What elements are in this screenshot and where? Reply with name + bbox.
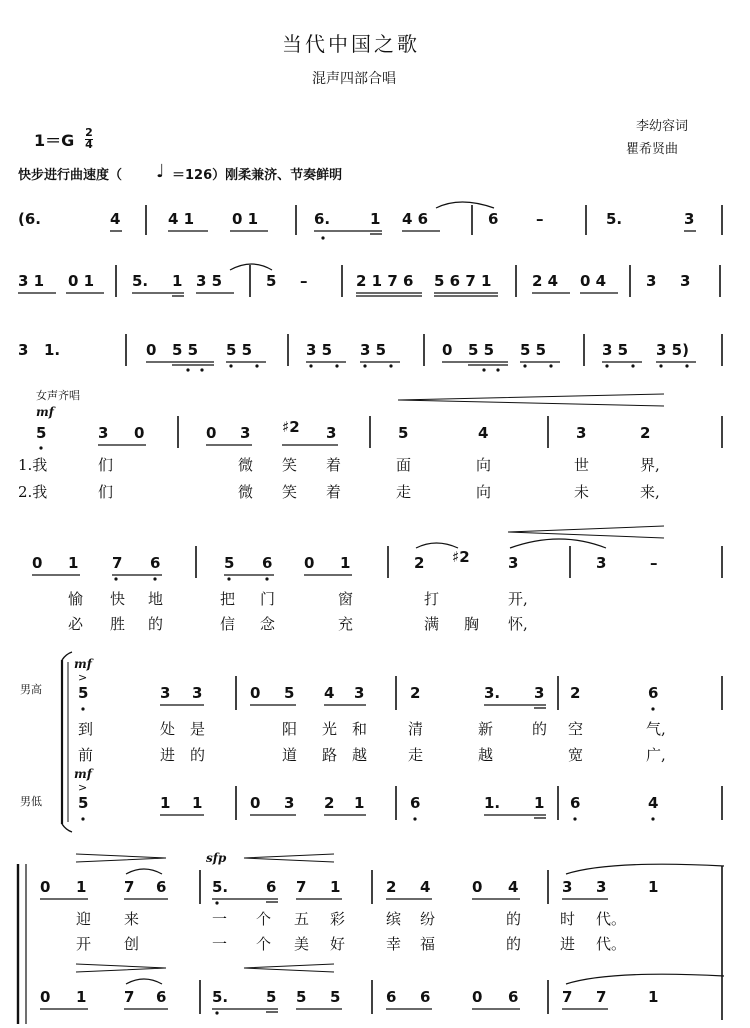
note: 5 [36, 424, 47, 442]
lyric: 的 [506, 910, 522, 928]
note: 6 [266, 878, 277, 896]
lyric: 愉 [68, 590, 84, 608]
note: 0 1 [232, 210, 259, 228]
note: 2 1 7 6 [356, 272, 414, 290]
lyric: 纷 [420, 910, 436, 928]
lyric: 创 [124, 935, 140, 953]
note: 5 [330, 988, 341, 1006]
lyric: 进 [560, 935, 576, 953]
note: 6. [314, 210, 331, 228]
note: 5 [296, 988, 307, 1006]
lyric: 和 [352, 720, 368, 738]
time-signature-top: 2 [85, 126, 93, 139]
dynamic-mf-bass: mf [74, 767, 92, 781]
composer-credit: 瞿希贤曲 [626, 142, 679, 157]
lyric: 道 [282, 746, 298, 764]
lyric: 胜 [110, 615, 126, 633]
note: 5 [78, 794, 89, 812]
note: 1 [160, 794, 171, 812]
lyric: 宽 [568, 746, 584, 764]
note: 1 [370, 210, 381, 228]
lyric: 笑 [282, 456, 298, 474]
note: 5 [224, 554, 235, 572]
note: 6 [386, 988, 397, 1006]
lyric: 到 [78, 720, 94, 738]
lyric: 1.我 [18, 456, 48, 474]
lyric: 代。 [596, 910, 627, 928]
note: 6 [508, 988, 519, 1006]
brackets [18, 652, 72, 1024]
song-subtitle: 混声四部合唱 [312, 71, 396, 87]
lyric: 窗 [338, 590, 354, 608]
lyric: 彩 [330, 910, 346, 928]
note: 2 [570, 684, 581, 702]
lyric: 一 [212, 910, 228, 928]
note: 0 [472, 878, 483, 896]
lyric: 的 [506, 935, 522, 953]
key-signature: 1＝G [34, 131, 75, 150]
lyric: 光 [322, 720, 338, 738]
dynamic-sfp: sfp [206, 851, 227, 865]
octave-dots [39, 236, 691, 1014]
dynamic-mf: mf [36, 405, 54, 419]
tempo-marking: ＝126）刚柔兼济、节奏鲜明 [172, 168, 343, 183]
lyric: 快 [110, 590, 126, 608]
note: 3 [680, 272, 691, 290]
lyric: 向 [476, 456, 492, 474]
note: 3 [576, 424, 587, 442]
note: 5 [78, 684, 89, 702]
lyric: 把 [220, 590, 236, 608]
note: 7 [124, 878, 135, 896]
note: 0 [472, 988, 483, 1006]
note: 3 [596, 554, 607, 572]
lyric: 处 [160, 720, 176, 738]
note: 4 [420, 878, 431, 896]
note: 5 [284, 684, 295, 702]
note: 1. [44, 341, 61, 359]
note: 0 [146, 341, 157, 359]
note: 0 [40, 878, 51, 896]
lyric: 着 [326, 483, 342, 501]
lyric: 开, [508, 590, 528, 608]
note: 5. [132, 272, 149, 290]
lyric: 阳 [282, 720, 298, 738]
lyric: 微 [238, 456, 254, 474]
tempo-prefix: 快步进行曲速度（ [18, 168, 123, 183]
lyric: 门 [260, 590, 276, 608]
note: 0 1 [68, 272, 95, 290]
note: 2 4 [532, 272, 559, 290]
note: 4 [508, 878, 519, 896]
note: 5. [212, 988, 229, 1006]
note: 3 [160, 684, 171, 702]
lyric: 走 [408, 746, 424, 764]
lyric: 微 [238, 483, 254, 501]
note: 7 [296, 878, 307, 896]
note: 1 [648, 878, 659, 896]
note: ♯2 [282, 418, 300, 436]
note: 3 [596, 878, 607, 896]
note: – [536, 210, 544, 228]
note: 1 [76, 878, 87, 896]
note: 0 4 [580, 272, 607, 290]
lyric: 好 [330, 935, 346, 953]
note: 2 [386, 878, 397, 896]
note: 3 5 [602, 341, 629, 359]
lyric: 时 [560, 910, 576, 928]
lyric: 广, [646, 746, 666, 764]
quarter-note-icon: ♩ [156, 161, 165, 182]
accent-icon: > [78, 781, 88, 794]
lyric: 界, [640, 456, 660, 474]
lyric: 开 [76, 935, 92, 953]
lyric: 地 [148, 590, 164, 608]
lyric: 路 [322, 746, 338, 764]
note: 1 [354, 794, 365, 812]
note: 5 [266, 272, 277, 290]
lyric: 们 [98, 483, 114, 501]
lyric: 一 [212, 935, 228, 953]
note: 5 5 [468, 341, 495, 359]
note: 3 1 [18, 272, 45, 290]
note: 7 [124, 988, 135, 1006]
note: 3 [646, 272, 657, 290]
lyric: 必 [68, 615, 84, 633]
lyric: 的 [532, 720, 548, 738]
lyric: 面 [396, 456, 412, 474]
lyric: 进 [160, 746, 176, 764]
note: 4 [478, 424, 489, 442]
lyric: 个 [256, 935, 272, 953]
note: 2 [640, 424, 651, 442]
lyric: 们 [98, 456, 114, 474]
note: 5. [606, 210, 623, 228]
women-unison-label: 女声齐唱 [36, 389, 80, 402]
accent-icon: > [78, 671, 88, 684]
lyric: 美 [294, 935, 310, 953]
note: 4 1 [168, 210, 195, 228]
note: 2 [414, 554, 425, 572]
note: 0 [304, 554, 315, 572]
lyric: 来, [640, 483, 660, 501]
note: 3 [192, 684, 203, 702]
note: 0 [40, 988, 51, 1006]
lyric: 个 [256, 910, 272, 928]
note: 3 [326, 424, 337, 442]
lyric: 念 [260, 615, 276, 633]
tenor-label: 男高 [20, 683, 42, 696]
note: ♯2 [452, 548, 470, 566]
lyric: 2.我 [18, 483, 48, 501]
note: 3 [240, 424, 251, 442]
note: 3 5 [306, 341, 333, 359]
note: 6 [420, 988, 431, 1006]
note: 6 [648, 684, 659, 702]
lyric: 代。 [596, 935, 627, 953]
lyric: 福 [420, 935, 436, 953]
note: 4 [324, 684, 335, 702]
note: 0 [32, 554, 43, 572]
note: 3 [508, 554, 519, 572]
lyric: 满 [424, 615, 440, 633]
lyric: 打 [424, 590, 440, 608]
ties [126, 202, 724, 984]
lyric: 新 [478, 720, 494, 738]
note: 1 [68, 554, 79, 572]
time-signature-bottom: 4 [85, 138, 93, 151]
lyric: 未 [574, 483, 590, 501]
note: 3 [534, 684, 545, 702]
lyric: 着 [326, 456, 342, 474]
note: 4 [110, 210, 121, 228]
note: 4 6 [402, 210, 429, 228]
note: 5. [212, 878, 229, 896]
note: 6 [262, 554, 273, 572]
lyric: 的 [148, 615, 164, 633]
lyric: 五 [294, 910, 310, 928]
note: 2 [324, 794, 335, 812]
note: 6 [156, 878, 167, 896]
lyric: 走 [396, 483, 412, 501]
note: 3 [354, 684, 365, 702]
note: 1. [484, 794, 501, 812]
note: 0 [250, 684, 261, 702]
note: 1 [340, 554, 351, 572]
note: 6 [410, 794, 421, 812]
lyric: 怀, [508, 615, 528, 633]
note: 1 [534, 794, 545, 812]
note: 5 [398, 424, 409, 442]
note: 1 [192, 794, 203, 812]
note: 6 [570, 794, 581, 812]
lyric: 信 [220, 615, 236, 633]
note: 3 5 [360, 341, 387, 359]
note: 0 [250, 794, 261, 812]
lyric: 迎 [76, 910, 92, 928]
note: 0 [134, 424, 145, 442]
note: 5 5 [172, 341, 199, 359]
lyric: 的 [190, 746, 206, 764]
note: 3. [484, 684, 501, 702]
bass-label: 男低 [20, 795, 42, 808]
note: 1 [330, 878, 341, 896]
lyric: 气, [646, 720, 666, 738]
note: 2 [410, 684, 421, 702]
lyric: 是 [190, 720, 206, 738]
lyric: 充 [338, 615, 354, 633]
lyric: 空 [568, 720, 584, 738]
lyric: 胸 [464, 615, 480, 633]
note: – [650, 554, 658, 572]
note: 3 5) [656, 341, 689, 359]
note: 5 5 [226, 341, 253, 359]
note: 6 [150, 554, 161, 572]
note: 7 [112, 554, 123, 572]
note: 1 [76, 988, 87, 1006]
lyric: 向 [476, 483, 492, 501]
note: 7 [596, 988, 607, 1006]
note: 5 5 [520, 341, 547, 359]
note: 3 [18, 341, 29, 359]
note: 0 [442, 341, 453, 359]
note: 3 [684, 210, 695, 228]
note: 3 [562, 878, 573, 896]
note: 6 [488, 210, 499, 228]
note: 5 6 7 1 [434, 272, 492, 290]
lyric: 越 [478, 746, 494, 764]
lyric: 幸 [386, 935, 402, 953]
note: 0 [206, 424, 217, 442]
note: 3 5 [196, 272, 223, 290]
note: 7 [562, 988, 573, 1006]
dynamic-mf-tenor: mf [74, 657, 92, 671]
note: 4 [648, 794, 659, 812]
note: 3 [284, 794, 295, 812]
note: 1 [648, 988, 659, 1006]
note: 3 [98, 424, 109, 442]
note-underlines [18, 231, 696, 1012]
lyric: 来 [124, 910, 140, 928]
note: 6 [156, 988, 167, 1006]
song-title: 当代中国之歌 [282, 32, 420, 56]
note: (6. [18, 210, 41, 228]
lyric: 越 [352, 746, 368, 764]
note: 5 [266, 988, 277, 1006]
lyric: 笑 [282, 483, 298, 501]
note: 1 [172, 272, 183, 290]
lyric: 缤 [386, 910, 402, 928]
lyricist-credit: 李幼容词 [636, 119, 689, 134]
note: – [300, 272, 308, 290]
hairpins [76, 394, 664, 972]
lyric: 世 [574, 456, 590, 474]
lyric: 清 [408, 720, 424, 738]
lyric: 前 [78, 746, 94, 764]
